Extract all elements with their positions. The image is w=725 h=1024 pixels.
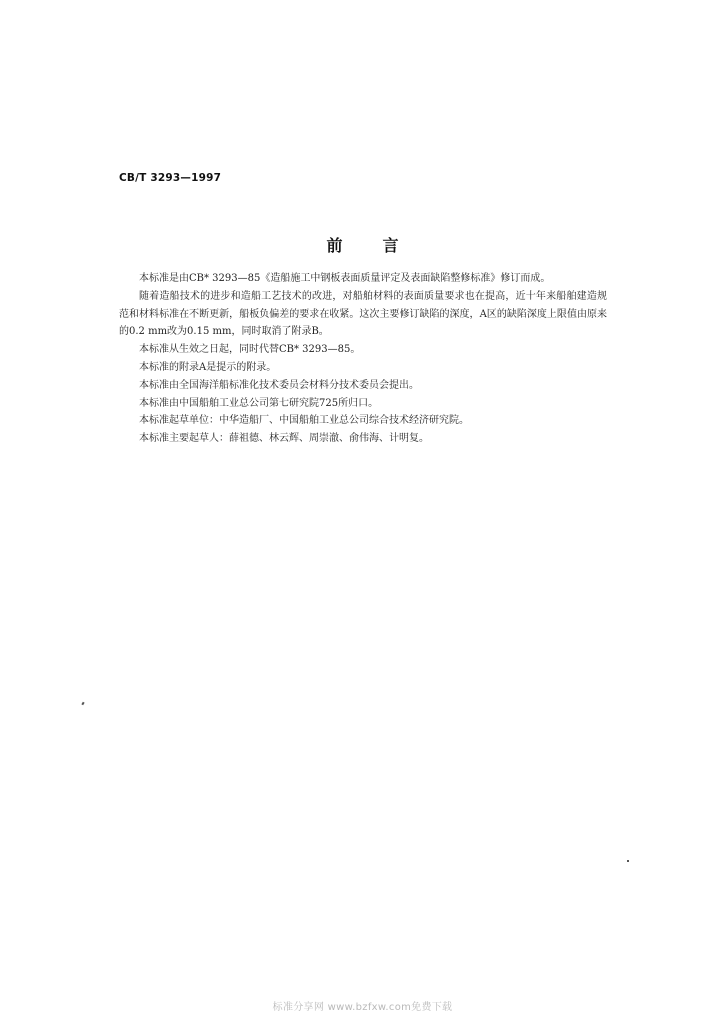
- paragraph-6: 本标准由中国船舶工业总公司第七研究院725所归口。: [139, 397, 379, 409]
- paragraph-8: 本标准主要起草人：薛祖德、林云辉、周崇澈、俞伟海、计明复。: [139, 433, 429, 445]
- page-title: 前言: [326, 236, 439, 255]
- foreword-body: [119, 270, 607, 448]
- paragraph-5: 本标准由全国海洋船标准化技术委员会材料分技术委员会提出。: [139, 379, 419, 391]
- scan-speck: [81, 702, 84, 706]
- paragraph-1: 本标准是由CB* 3293—85《造船施工中钢板表面质量评定及表面缺陷整修标准》修订而成。: [139, 273, 551, 284]
- paragraph-2: 随着造船技术的进步和造船工艺技术的改进，对船舶材料的表面质量要求也在提高，近十年来船舶建造规范和材料标准在不断更新，船板负偏差的要求在收紧。这次主要修订缺陷的深度，A区的缺陷深度上限值由原来的0.2 mm改为0.15 mm，同时取消了附录B。: [119, 290, 607, 338]
- footer-watermark[interactable]: 标准分享网 www.bzfxw.com免费下载: [272, 1002, 453, 1013]
- scan-speck: [627, 860, 629, 862]
- paragraph-7: 本标准起草单位：中华造船厂、中国船舶工业总公司综合技术经济研究院。: [139, 415, 469, 427]
- paragraph-3: 本标准从生效之日起，同时代替CB* 3293—85。: [139, 344, 361, 356]
- standard-code: CB/T 3293—1997: [119, 172, 222, 184]
- paragraph-4: 本标准的附录A是提示的附录。: [139, 361, 277, 373]
